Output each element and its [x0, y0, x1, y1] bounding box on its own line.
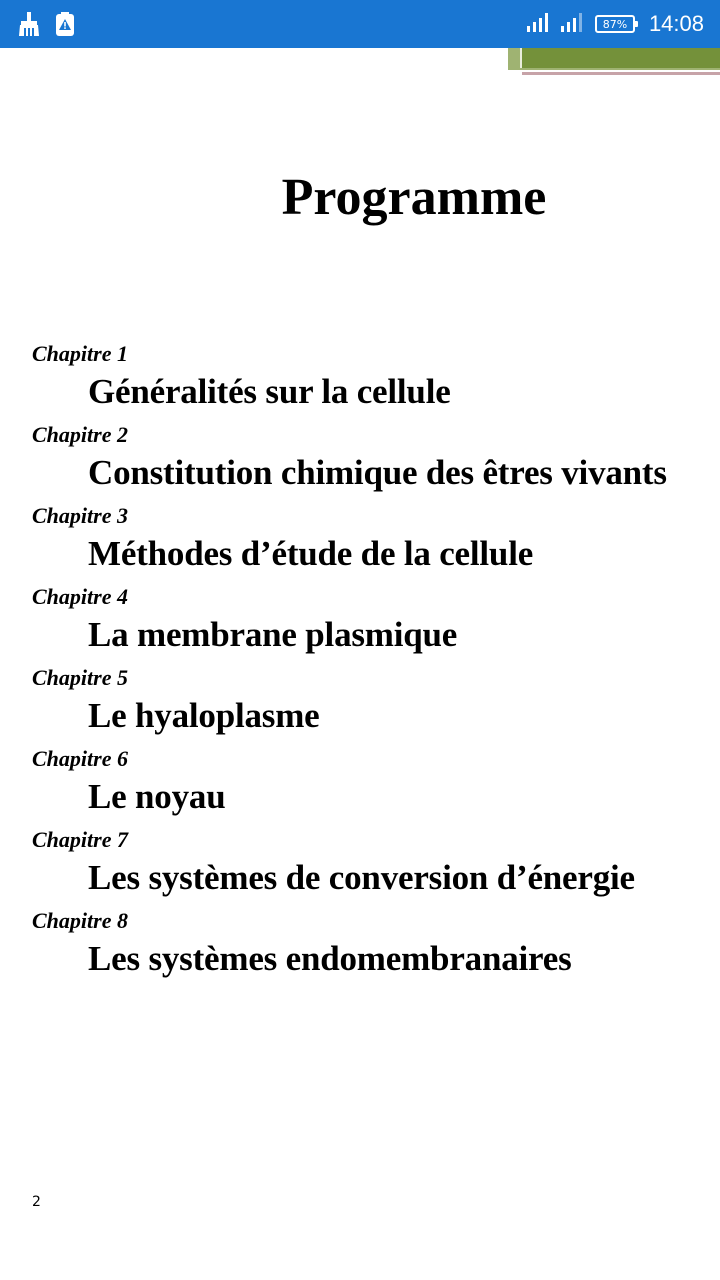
page-number: 2 [32, 1194, 41, 1210]
chapter-title: La membrane plasmique [88, 615, 458, 654]
chapter-label: Chapitre 8 [32, 908, 128, 933]
chapter-label: Chapitre 7 [32, 827, 128, 852]
toc-entry [0, 905, 720, 986]
chapter-label: Chapitre 1 [32, 341, 128, 366]
chapter-title: Le noyau [88, 777, 226, 816]
status-bar-system [527, 0, 704, 48]
toc-entry [0, 824, 720, 905]
warning-icon [56, 12, 74, 40]
signal-icon [561, 12, 587, 36]
chapter-title: Constitution chimique des êtres vivants [88, 453, 667, 492]
status-bar-notifications [18, 12, 74, 40]
signal-icon [527, 12, 553, 36]
cleaner-icon [18, 12, 40, 40]
toc-entry [0, 338, 720, 419]
chapter-label: Chapitre 3 [32, 503, 128, 528]
page-title: Programme [281, 169, 547, 226]
chapter-label: Chapitre 2 [32, 422, 128, 447]
battery-icon [595, 15, 635, 33]
chapter-title: Méthodes d’étude de la cellule [88, 534, 534, 573]
battery-percent: 87% [602, 17, 628, 31]
chapter-label: Chapitre 5 [32, 665, 128, 690]
chapter-label: Chapitre 6 [32, 746, 128, 771]
toc-entry [0, 419, 720, 500]
decoration-bar-green [520, 48, 720, 68]
chapter-title: Les systèmes de conversion d’énergie [88, 858, 635, 897]
toc-entry [0, 581, 720, 662]
document-page[interactable] [0, 48, 720, 1280]
decoration-line-rose [522, 72, 720, 75]
toc-entry [0, 662, 720, 743]
chapter-title: Le hyaloplasme [88, 696, 320, 735]
table-of-contents [0, 338, 720, 986]
clock: 14:08 [648, 11, 704, 36]
chapter-label: Chapitre 4 [32, 584, 128, 609]
toc-entry [0, 500, 720, 581]
status-bar [0, 0, 720, 48]
toc-entry [0, 743, 720, 824]
chapter-title: Les systèmes endomembranaires [88, 939, 572, 978]
chapter-title: Généralités sur la cellule [88, 372, 451, 411]
